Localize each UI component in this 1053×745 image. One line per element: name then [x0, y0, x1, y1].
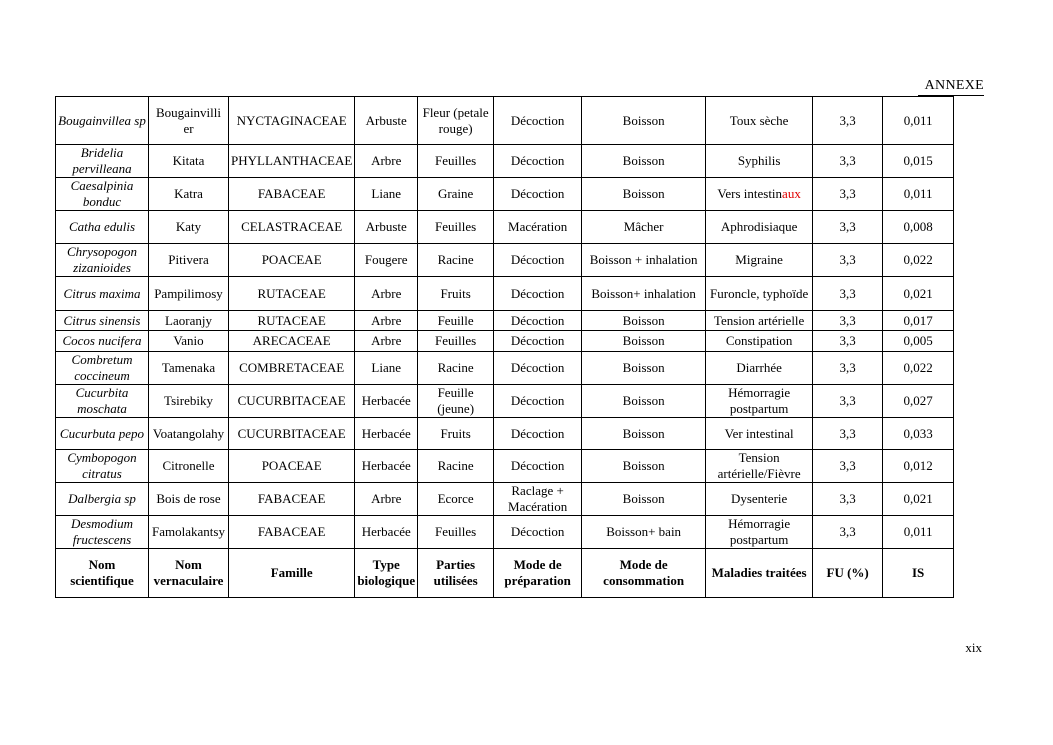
cell-mal: Hémorragie postpartum: [706, 385, 813, 418]
cell-sci: Caesalpinia bonduc: [56, 178, 149, 211]
cell-is: 0,033: [883, 418, 954, 450]
cell-fu: 3,3: [813, 352, 883, 385]
cell-type: Arbuste: [355, 97, 418, 145]
cell-type: Herbacée: [355, 418, 418, 450]
column-header: Mode de préparation: [494, 549, 582, 598]
table-row: [56, 418, 954, 450]
column-header: Nom vernaculaire: [149, 549, 229, 598]
cell-sci: Cocos nucifera: [56, 331, 149, 352]
cell-prep: Raclage + Macération: [494, 483, 582, 516]
cell-fam: POACEAE: [229, 244, 355, 277]
cell-fu: 3,3: [813, 450, 883, 483]
table-row: [56, 311, 954, 331]
cell-mal: Migraine: [706, 244, 813, 277]
cell-sci: Citrus sinensis: [56, 311, 149, 331]
table-row: [56, 352, 954, 385]
cell-part: Feuilles: [418, 211, 494, 244]
cell-sci: Dalbergia sp: [56, 483, 149, 516]
cell-part: Racine: [418, 244, 494, 277]
cell-mal: Furoncle, typhoïde: [706, 277, 813, 311]
cell-type: Arbre: [355, 311, 418, 331]
cell-cons: Boisson: [582, 311, 706, 331]
cell-prep: Décoction: [494, 311, 582, 331]
cell-vern: Laoranjy: [149, 311, 229, 331]
cell-fu: 3,3: [813, 97, 883, 145]
table-row: [56, 331, 954, 352]
cell-sci: Cymbopogon citratus: [56, 450, 149, 483]
cell-is: 0,011: [883, 516, 954, 549]
cell-fam: FABACEAE: [229, 516, 355, 549]
cell-vern: Pitivera: [149, 244, 229, 277]
cell-type: Liane: [355, 178, 418, 211]
cell-is: 0,021: [883, 483, 954, 516]
cell-type: Fougere: [355, 244, 418, 277]
cell-mal: Toux sèche: [706, 97, 813, 145]
cell-is: 0,011: [883, 178, 954, 211]
cell-prep: Décoction: [494, 145, 582, 178]
cell-cons: Boisson+ inhalation: [582, 277, 706, 311]
cell-vern: Katy: [149, 211, 229, 244]
cell-part: Feuilles: [418, 331, 494, 352]
cell-sci: Citrus maxima: [56, 277, 149, 311]
cell-fu: 3,3: [813, 418, 883, 450]
cell-part: Feuilles: [418, 145, 494, 178]
cell-type: Arbre: [355, 483, 418, 516]
cell-part: Fruits: [418, 277, 494, 311]
cell-mal: Constipation: [706, 331, 813, 352]
cell-cons: Boisson: [582, 145, 706, 178]
cell-fu: 3,3: [813, 178, 883, 211]
cell-mal: Aphrodisiaque: [706, 211, 813, 244]
cell-fam: CUCURBITACEAE: [229, 385, 355, 418]
cell-sci: Bridelia pervilleana: [56, 145, 149, 178]
cell-is: 0,022: [883, 244, 954, 277]
cell-is: 0,021: [883, 277, 954, 311]
cell-cons: Boisson: [582, 352, 706, 385]
cell-cons: Boisson: [582, 418, 706, 450]
cell-vern: Voatangolahy: [149, 418, 229, 450]
cell-sci: Catha edulis: [56, 211, 149, 244]
cell-fam: POACEAE: [229, 450, 355, 483]
cell-sci: Desmodium fructescens: [56, 516, 149, 549]
cell-vern: Tsirebiky: [149, 385, 229, 418]
cell-cons: Mâcher: [582, 211, 706, 244]
annex-header: ANNEXE: [918, 78, 984, 96]
cell-type: Arbre: [355, 145, 418, 178]
cell-vern: Bois de rose: [149, 483, 229, 516]
cell-part: Feuilles: [418, 516, 494, 549]
page-number: xix: [965, 640, 982, 655]
cell-cons: Boisson: [582, 385, 706, 418]
cell-cons: Boisson: [582, 178, 706, 211]
cell-fam: FABACEAE: [229, 483, 355, 516]
cell-text: Vers intestin: [717, 186, 783, 201]
cell-cons: Boisson + inhalation: [582, 244, 706, 277]
cell-prep: Décoction: [494, 418, 582, 450]
cell-mal: Diarrhée: [706, 352, 813, 385]
cell-fam: FABACEAE: [229, 178, 355, 211]
cell-is: 0,027: [883, 385, 954, 418]
plants-table: [55, 96, 954, 598]
cell-prep: Décoction: [494, 385, 582, 418]
cell-prep: Décoction: [494, 516, 582, 549]
cell-sci: Cucurbita moschata: [56, 385, 149, 418]
cell-mal: [706, 178, 813, 211]
cell-fam: PHYLLANTHACEAE: [229, 145, 355, 178]
cell-part: Fruits: [418, 418, 494, 450]
cell-cons: Boisson: [582, 483, 706, 516]
cell-part: Feuille: [418, 311, 494, 331]
table-row: [56, 483, 954, 516]
cell-part: Racine: [418, 450, 494, 483]
cell-fu: 3,3: [813, 331, 883, 352]
cell-mal: Dysenterie: [706, 483, 813, 516]
cell-type: Arbuste: [355, 211, 418, 244]
cell-fam: RUTACEAE: [229, 277, 355, 311]
table-row: [56, 385, 954, 418]
cell-text-highlight: aux: [782, 186, 801, 201]
cell-part: Graine: [418, 178, 494, 211]
cell-vern: Bougainvilli er: [149, 97, 229, 145]
cell-type: Arbre: [355, 331, 418, 352]
column-header: Type biologique: [355, 549, 418, 598]
cell-vern: Katra: [149, 178, 229, 211]
cell-fu: 3,3: [813, 483, 883, 516]
cell-is: 0,005: [883, 331, 954, 352]
cell-mal: Syphilis: [706, 145, 813, 178]
table-row: [56, 145, 954, 178]
cell-mal: Hémorragie postpartum: [706, 516, 813, 549]
cell-fu: 3,3: [813, 211, 883, 244]
cell-vern: Vanio: [149, 331, 229, 352]
cell-mal: Tension artérielle: [706, 311, 813, 331]
column-header: IS: [883, 549, 954, 598]
cell-sci: Combretum coccineum: [56, 352, 149, 385]
cell-type: Herbacée: [355, 450, 418, 483]
cell-cons: Boisson: [582, 331, 706, 352]
cell-mal: Ver intestinal: [706, 418, 813, 450]
cell-part: Ecorce: [418, 483, 494, 516]
cell-prep: Macération: [494, 211, 582, 244]
table-row: [56, 277, 954, 311]
table-row: [56, 244, 954, 277]
cell-type: Herbacée: [355, 516, 418, 549]
cell-fu: 3,3: [813, 311, 883, 331]
cell-prep: Décoction: [494, 450, 582, 483]
column-header: Nom scientifique: [56, 549, 149, 598]
column-header: Parties utilisées: [418, 549, 494, 598]
table-row: [56, 516, 954, 549]
cell-cons: Boisson: [582, 97, 706, 145]
cell-vern: Citronelle: [149, 450, 229, 483]
cell-sci: Bougainvillea sp: [56, 97, 149, 145]
cell-sci: Cucurbuta pepo: [56, 418, 149, 450]
cell-part: Fleur (petale rouge): [418, 97, 494, 145]
table-header-row: [56, 549, 954, 598]
cell-fu: 3,3: [813, 244, 883, 277]
table-row: [56, 211, 954, 244]
cell-prep: Décoction: [494, 352, 582, 385]
cell-type: Arbre: [355, 277, 418, 311]
cell-type: Herbacée: [355, 385, 418, 418]
cell-vern: Kitata: [149, 145, 229, 178]
cell-is: 0,011: [883, 97, 954, 145]
cell-prep: Décoction: [494, 97, 582, 145]
column-header: Mode de consommation: [582, 549, 706, 598]
cell-prep: Décoction: [494, 331, 582, 352]
table-row: [56, 450, 954, 483]
column-header: Famille: [229, 549, 355, 598]
cell-vern: Famolakantsy: [149, 516, 229, 549]
cell-fu: 3,3: [813, 145, 883, 178]
cell-is: 0,015: [883, 145, 954, 178]
cell-cons: Boisson: [582, 450, 706, 483]
cell-fam: CUCURBITACEAE: [229, 418, 355, 450]
cell-mal: Tension artérielle/Fièvre: [706, 450, 813, 483]
cell-is: 0,022: [883, 352, 954, 385]
cell-cons: Boisson+ bain: [582, 516, 706, 549]
cell-fu: 3,3: [813, 385, 883, 418]
table-row: [56, 178, 954, 211]
column-header: Maladies traitées: [706, 549, 813, 598]
cell-part: Racine: [418, 352, 494, 385]
cell-is: 0,008: [883, 211, 954, 244]
cell-is: 0,012: [883, 450, 954, 483]
cell-fam: COMBRETACEAE: [229, 352, 355, 385]
cell-prep: Décoction: [494, 178, 582, 211]
table-row: [56, 97, 954, 145]
cell-fam: CELASTRACEAE: [229, 211, 355, 244]
cell-vern: Tamenaka: [149, 352, 229, 385]
cell-type: Liane: [355, 352, 418, 385]
cell-fam: ARECACEAE: [229, 331, 355, 352]
cell-vern: Pampilimosy: [149, 277, 229, 311]
column-header: FU (%): [813, 549, 883, 598]
cell-fu: 3,3: [813, 516, 883, 549]
cell-fu: 3,3: [813, 277, 883, 311]
cell-fam: RUTACEAE: [229, 311, 355, 331]
cell-prep: Décoction: [494, 277, 582, 311]
cell-sci: Chrysopogon zizanioides: [56, 244, 149, 277]
cell-prep: Décoction: [494, 244, 582, 277]
cell-is: 0,017: [883, 311, 954, 331]
cell-fam: NYCTAGINACEAE: [229, 97, 355, 145]
cell-part: Feuille (jeune): [418, 385, 494, 418]
